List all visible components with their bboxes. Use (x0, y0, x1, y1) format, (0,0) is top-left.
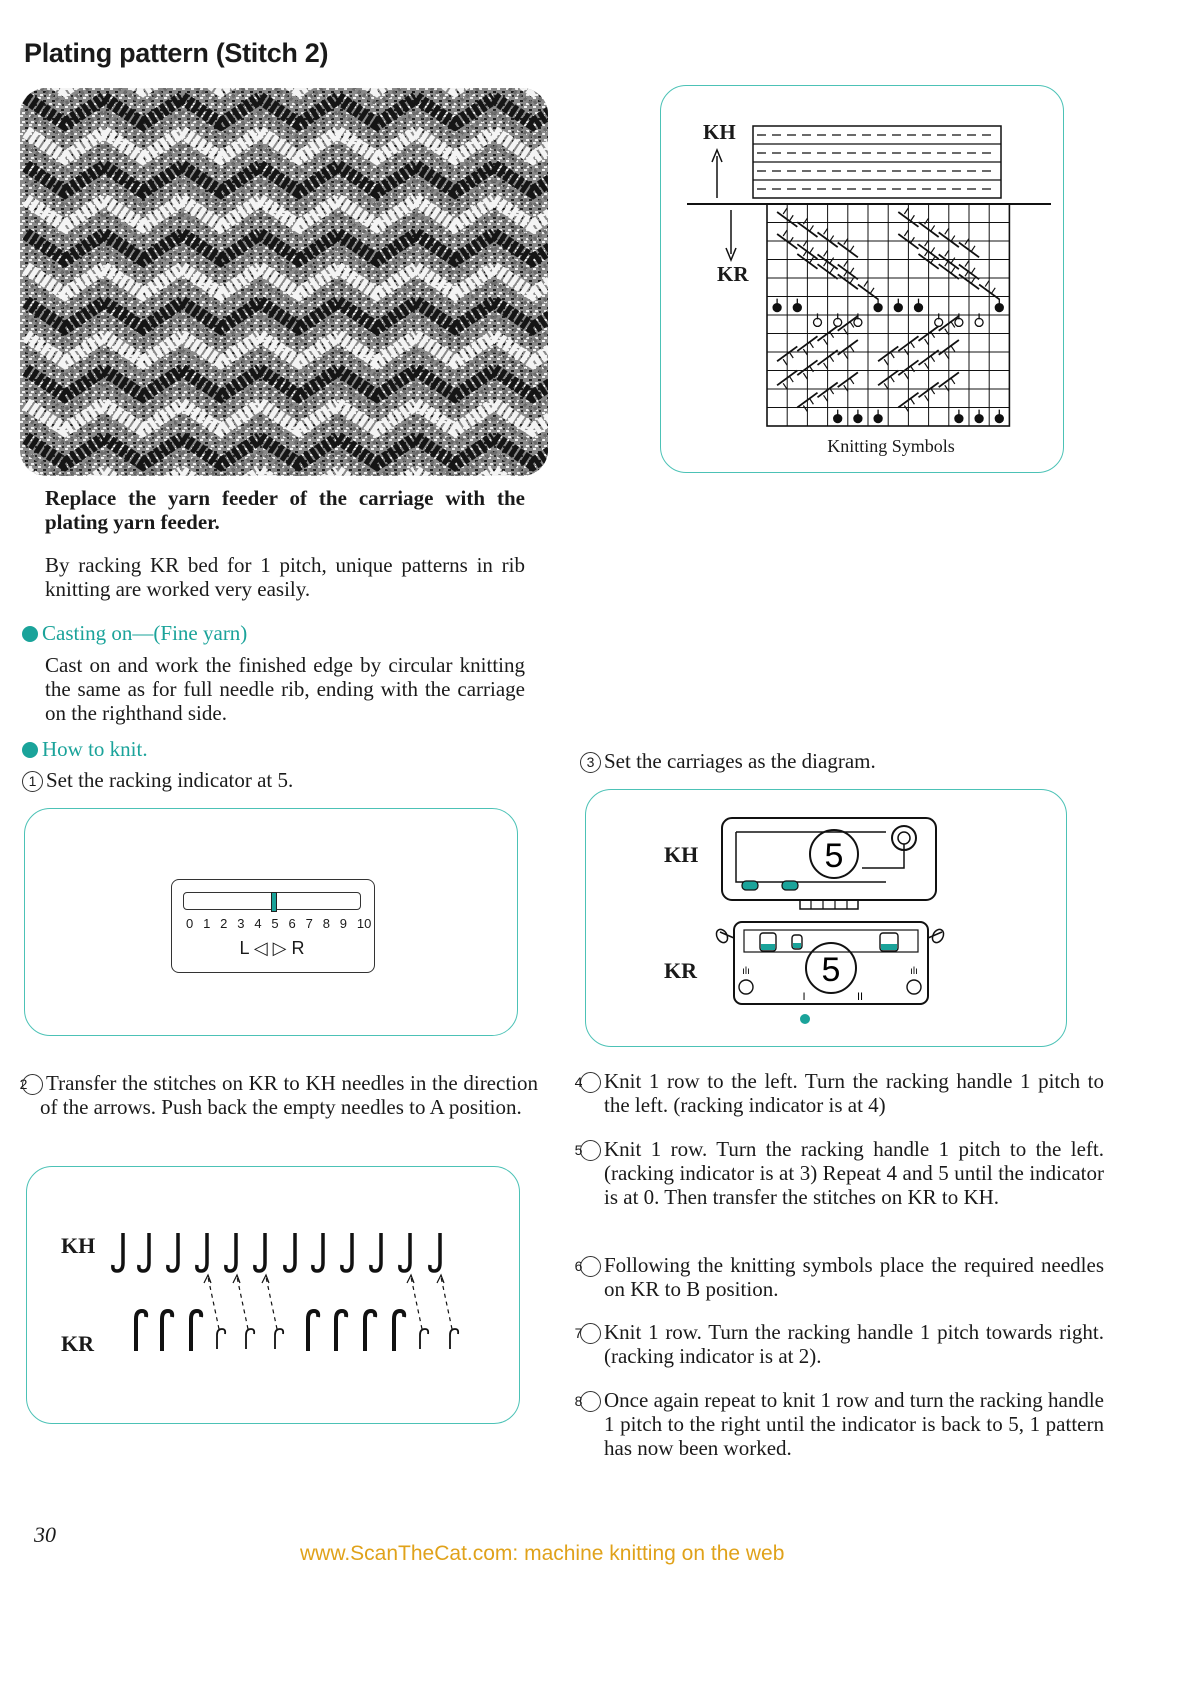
racking-description: By racking KR bed for 1 pitch, unique patterns in rib knitting are worked very easily. (45, 553, 525, 601)
step-4: 4 Knit 1 row to the left. Turn the racking handle 1 pitch to the left. (racking indicator is at 4) (574, 1069, 1104, 1117)
footer-link[interactable]: www.ScanTheCat.com: machine knitting on the web (300, 1542, 785, 1565)
kr-mark-2: II (856, 991, 864, 1003)
kr-mark-1: I (802, 991, 806, 1003)
scale-tick-label: 3 (237, 916, 245, 931)
scale-tick-label: 2 (220, 916, 228, 931)
page-title: Plating pattern (Stitch 2) (24, 38, 329, 68)
carriage-diagram (586, 790, 1068, 1048)
casting-on-heading: Casting on—(Fine yarn) (22, 621, 247, 646)
symbols-caption: Knitting Symbols (827, 436, 955, 456)
carriage-kr-label: KR (664, 958, 697, 983)
carriage-kh-label: KH (664, 842, 699, 867)
scale-tick-label: 6 (288, 916, 296, 931)
needle-kr-label: KR (61, 1331, 94, 1356)
step-1: 1 Set the racking indicator at 5. (22, 768, 522, 792)
svg-text:ılı: ılı (742, 966, 750, 977)
symbols-kr-label: KR (717, 262, 749, 286)
indicator-scale (186, 916, 372, 934)
racking-indicator (171, 879, 375, 973)
symbols-kh-label: KH (703, 120, 736, 144)
knitting-symbols-panel (660, 85, 1064, 473)
step-2: 2 Transfer the stitches on KR to KH needles in the direction of the arrows. Push back the empty needles to A position. (19, 1071, 538, 1119)
step-8: 8 Once again repeat to knit 1 row and turn the racking handle 1 pitch to the right until the indicator is back to 5, 1 pattern has now been worked. (574, 1388, 1104, 1460)
knit-sample-photo (20, 88, 548, 476)
how-to-knit-heading: How to knit. (22, 737, 148, 762)
plating-instruction: Replace the yarn feeder of the carriage with the plating yarn feeder. (45, 486, 525, 534)
carriage-panel (585, 789, 1067, 1047)
step-7: 7 Knit 1 row. Turn the racking handle 1 pitch towards right. (racking indicator is at 2). (574, 1320, 1104, 1368)
kh-dial-value: 5 (824, 837, 844, 875)
needle-transfer-panel (26, 1166, 520, 1424)
scale-tick-label: 9 (339, 916, 348, 931)
scale-tick-label: 5 (271, 916, 279, 931)
scale-tick-label: 8 (322, 916, 330, 931)
scale-tick-label: 1 (203, 916, 211, 931)
svg-text:ılı: ılı (910, 966, 918, 977)
direction-label: L ◁ ▷ R (239, 938, 305, 958)
scale-tick-label: 0 (186, 916, 194, 931)
step-5: 5 Knit 1 row. Turn the racking handle 1 pitch to the left. (racking indicator is at 3) Repeat 4 and 5 until the indicator is at 0. Then transfer the stitches on KR to KH. (574, 1137, 1104, 1209)
bullet-icon (22, 626, 38, 642)
step-6: 6 Following the knitting symbols place the required needles on KR to B position. (574, 1253, 1104, 1301)
scale-tick-label: 4 (254, 916, 262, 931)
racking-indicator-panel (24, 808, 518, 1036)
step-3: 3 Set the carriages as the diagram. (580, 749, 1080, 773)
page-number: 30 (34, 1522, 56, 1547)
bullet-icon (22, 742, 38, 758)
scale-tick-label: 7 (305, 916, 313, 931)
casting-on-text: Cast on and work the finished edge by circular knitting the same as for full needle rib, ending with the carriage on the righthand side. (45, 653, 525, 725)
indicator-needle (271, 892, 277, 912)
needle-transfer-diagram (27, 1167, 521, 1425)
position-dot (800, 1014, 810, 1024)
scale-tick-label: 10 (356, 916, 372, 931)
needle-kh-label: KH (61, 1233, 96, 1258)
kr-dial-value: 5 (821, 951, 841, 989)
